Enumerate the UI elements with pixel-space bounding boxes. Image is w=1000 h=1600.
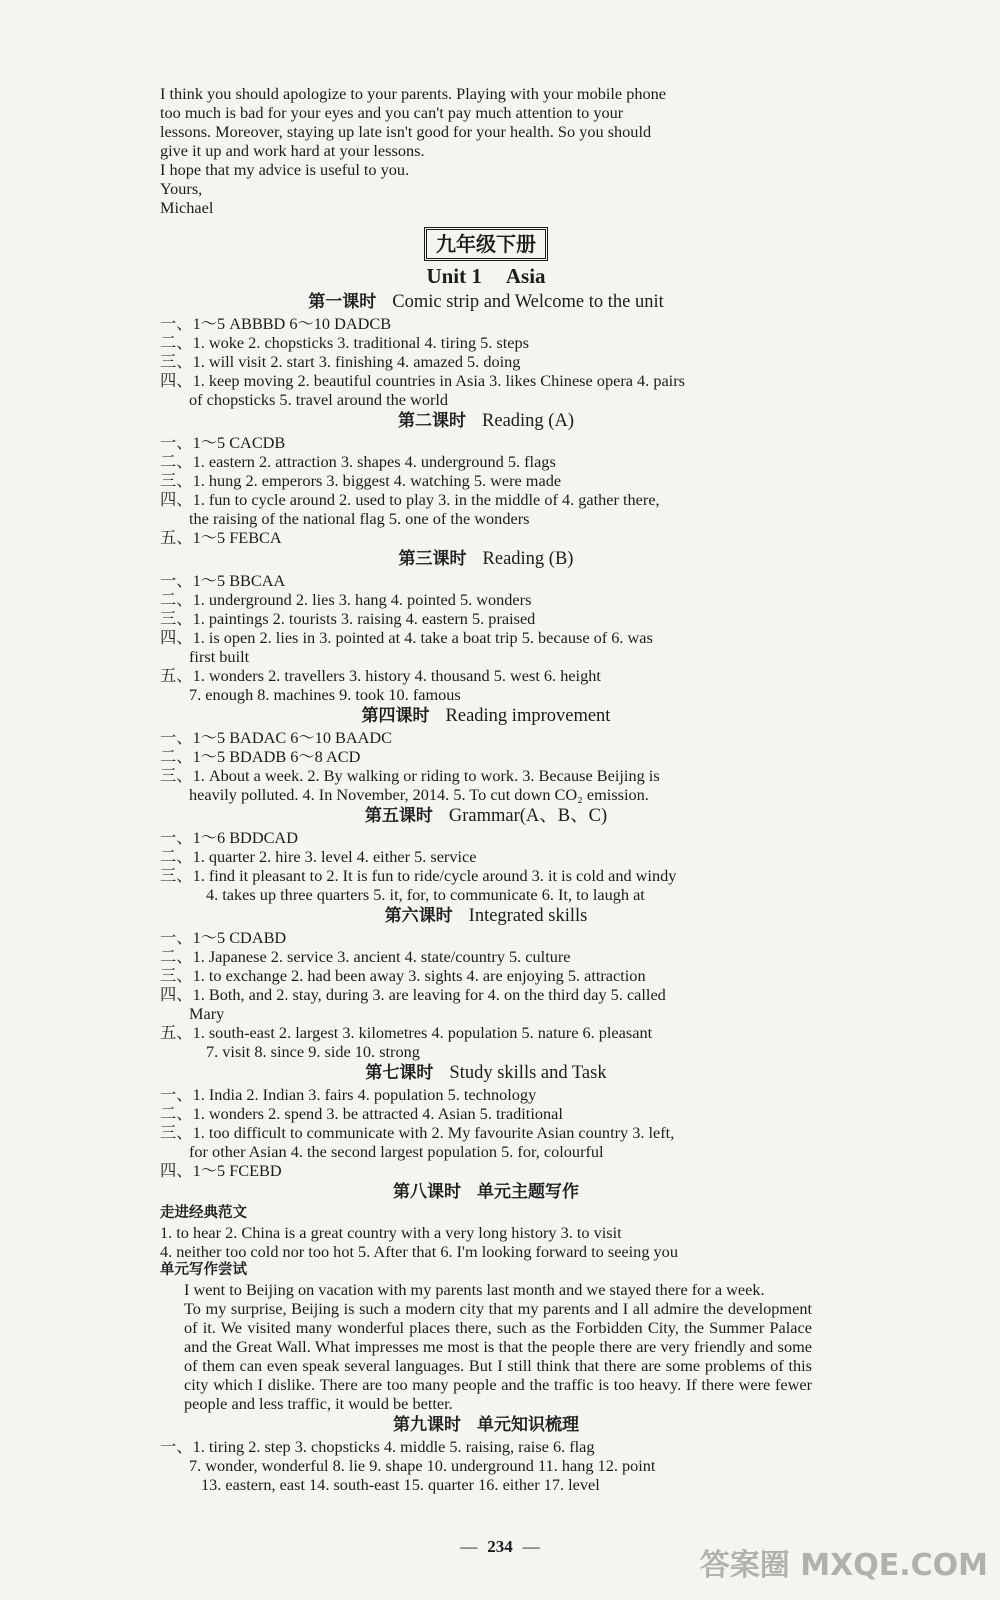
answer-line: 一、1～5 ABBBD 6～10 DADCB (160, 314, 392, 333)
answer-line: 一、1～5 CDABD (160, 928, 287, 947)
lesson-heading (160, 291, 812, 313)
lesson-section (160, 1062, 812, 1180)
writing-attempt-heading: 单元写作尝试 (160, 1262, 247, 1278)
answer-line: 四、1. is open 2. lies in 3. pointed at 4. take a boat trip 5. because of 6. was (160, 628, 653, 647)
lesson-section (160, 905, 812, 1061)
answer-line: 三、1. find it pleasant to 2. It is fun to ride/cycle around 3. it is cold and windy (160, 866, 677, 885)
answer-line: 三、1. hung 2. emperors 3. biggest 4. watching 5. were made (160, 471, 562, 490)
answer-line: 7. visit 8. since 9. side 10. strong (206, 1042, 420, 1061)
essay-paragraph: To my surprise, Beijing is such a modern city that my parents and I all admire the development of it. We visited many wonderful places there, such as the Forbidden City, the Summer Palace and the Great Wall. What impresses me most is that the people there are very friendly and some of them can even speak several languages. But I still think that there are some problems of this city which I dislike. There are too many people and the traffic is too heavy. If there were fewer people and less traffic, it would be better. (184, 1299, 812, 1413)
answer-line: 四、1. fun to cycle around 2. used to play 3. in the middle of 4. gather there, (160, 490, 660, 509)
lesson-number: 第六课时 (384, 906, 453, 926)
answer-line: the raising of the national flag 5. one of the wonders (189, 509, 530, 528)
answer-page (160, 84, 812, 1494)
essay-paragraph: I went to Beijing on vacation with my parents last month and we stayed there for a week. (184, 1280, 765, 1299)
lesson-heading (160, 1062, 812, 1084)
model-essay-heading: 走进经典范文 (160, 1205, 247, 1221)
lesson-topic: Reading (A) (482, 411, 574, 431)
watermark-logo: 答案圈 MXQE.COM (699, 1548, 988, 1583)
lesson-section (160, 410, 812, 547)
answer-line: 一、1～5 BBCAA (160, 571, 286, 590)
answer-line: 13. eastern, east 14. south-east 15. quarter 16. either 17. level (201, 1475, 600, 1494)
lesson-section (160, 705, 812, 804)
unit-number: Unit 1 (426, 264, 482, 288)
answer-line: first built (189, 647, 250, 666)
answer-line: 4. neither too cold nor too hot 5. After that 6. I'm looking forward to seeing you (160, 1242, 678, 1261)
lesson-number: 第七课时 (365, 1063, 434, 1083)
letter-line: give it up and work hard at your lessons. (160, 141, 425, 160)
lesson-number: 第二课时 (398, 411, 467, 431)
page-number: 234 (487, 1537, 513, 1556)
lesson-topic: Reading improvement (445, 706, 611, 726)
lesson-heading (160, 1181, 812, 1203)
answer-line: 三、1. paintings 2. tourists 3. raising 4. eastern 5. praised (160, 609, 536, 628)
answer-line: 7. enough 8. machines 9. took 10. famous (189, 685, 461, 704)
lesson-number: 第八课时 (393, 1182, 461, 1202)
lesson-topic: Comic strip and Welcome to the unit (392, 292, 664, 312)
answer-line: 7. wonder, wonderful 8. lie 9. shape 10. underground 11. hang 12. point (189, 1456, 656, 1475)
answer-line: 二、1. eastern 2. attraction 3. shapes 4. underground 5. flags (160, 452, 556, 471)
letter-ending (160, 84, 812, 217)
answer-line: 1. to hear 2. China is a great country with a very long history 3. to visit (160, 1223, 622, 1242)
lesson-8-section (160, 1181, 812, 1413)
letter-line: I think you should apologize to your parents. Playing with your mobile phone (160, 84, 667, 103)
lesson-topic: Study skills and Task (449, 1063, 607, 1083)
lesson-number: 第四课时 (361, 706, 430, 726)
answer-line: 五、1. wonders 2. travellers 3. history 4. thousand 5. west 6. height (160, 666, 601, 685)
lesson-number: 第九课时 (393, 1415, 461, 1435)
answer-line: 三、1. About a week. 2. By walking or riding to work. 3. Because Beijing is (160, 766, 660, 785)
footer-dash: — (460, 1537, 478, 1556)
lesson-topic: 单元主题写作 (477, 1182, 579, 1202)
lesson-topic: Integrated skills (468, 906, 588, 926)
lesson-heading (160, 705, 812, 727)
answer-line: of chopsticks 5. travel around the world (189, 390, 449, 409)
lesson-section (160, 805, 812, 904)
answer-line: 二、1. wonders 2. spend 3. be attracted 4. Asian 5. traditional (160, 1104, 563, 1123)
lesson-number: 第一课时 (308, 292, 377, 312)
book-title-box: 九年级下册 (424, 227, 548, 261)
lesson-heading (160, 905, 812, 927)
footer-dash: — (522, 1537, 540, 1556)
lesson-heading (160, 410, 812, 432)
letter-line: lessons. Moreover, staying up late isn't good for your health. So you should (160, 122, 652, 141)
letter-line: Yours, (160, 179, 203, 198)
lesson-topic: 单元知识梳理 (477, 1415, 579, 1435)
unit-title (160, 263, 812, 290)
answer-line: 一、1～5 CACDB (160, 433, 286, 452)
answer-line: 五、1～5 FEBCA (160, 528, 282, 547)
answer-line: 五、1. south-east 2. largest 3. kilometres 4. population 5. nature 6. pleasant (160, 1023, 653, 1042)
letter-line: too much is bad for your eyes and you can't pay much attention to your (160, 103, 624, 122)
answer-line: 4. takes up three quarters 5. it, for, to communicate 6. It, to laugh at (206, 885, 645, 904)
answer-line: 二、1. Japanese 2. service 3. ancient 4. state/country 5. culture (160, 947, 571, 966)
lessons-container (160, 291, 812, 1180)
lesson-topic: Reading (B) (482, 549, 574, 569)
answer-line: 一、1. India 2. Indian 3. fairs 4. population 5. technology (160, 1085, 537, 1104)
lesson-section (160, 291, 812, 409)
letter-line: Michael (160, 198, 214, 217)
book-title (160, 227, 812, 261)
answer-line: 一、1～6 BDDCAD (160, 828, 298, 847)
answer-line: heavily polluted. 4. In November, 2014. 5. To cut down CO₂ emission. (189, 785, 649, 804)
lesson-topic: Grammar(A、B、C) (448, 806, 608, 826)
answer-line: 三、1. too difficult to communicate with 2. My favourite Asian country 3. left, (160, 1123, 675, 1142)
answer-line: Mary (189, 1004, 225, 1023)
answer-line: 一、1～5 BADAC 6～10 BAADC (160, 728, 393, 747)
answer-line: 二、1. woke 2. chopsticks 3. traditional 4. tiring 5. steps (160, 333, 529, 352)
answer-line: 二、1. quarter 2. hire 3. level 4. either 5. service (160, 847, 477, 866)
answer-line: 三、1. will visit 2. start 3. finishing 4. amazed 5. doing (160, 352, 521, 371)
answer-line: 四、1～5 FCEBD (160, 1161, 282, 1180)
letter-line: I hope that my advice is useful to you. (160, 160, 410, 179)
answer-line: 一、1. tiring 2. step 3. chopsticks 4. middle 5. raising, raise 6. flag (160, 1437, 595, 1456)
answer-line: 三、1. to exchange 2. had been away 3. sights 4. are enjoying 5. attraction (160, 966, 646, 985)
lesson-heading (160, 805, 812, 827)
lesson-section (160, 548, 812, 704)
lesson-number: 第五课时 (364, 806, 433, 826)
answer-line: 二、1～5 BDADB 6～8 ACD (160, 747, 361, 766)
answer-line: 四、1. Both, and 2. stay, during 3. are leaving for 4. on the third day 5. called (160, 985, 666, 1004)
answer-line: for other Asian 4. the second largest population 5. for, colourful (189, 1142, 604, 1161)
lesson-number: 第三课时 (398, 549, 467, 569)
lesson-9-section (160, 1414, 812, 1494)
answer-line: 二、1. underground 2. lies 3. hang 4. pointed 5. wonders (160, 590, 532, 609)
lesson-heading (160, 548, 812, 570)
unit-name: Asia (505, 264, 546, 288)
answer-line: 四、1. keep moving 2. beautiful countries in Asia 3. likes Chinese opera 4. pairs (160, 371, 685, 390)
lesson-heading (160, 1414, 812, 1436)
